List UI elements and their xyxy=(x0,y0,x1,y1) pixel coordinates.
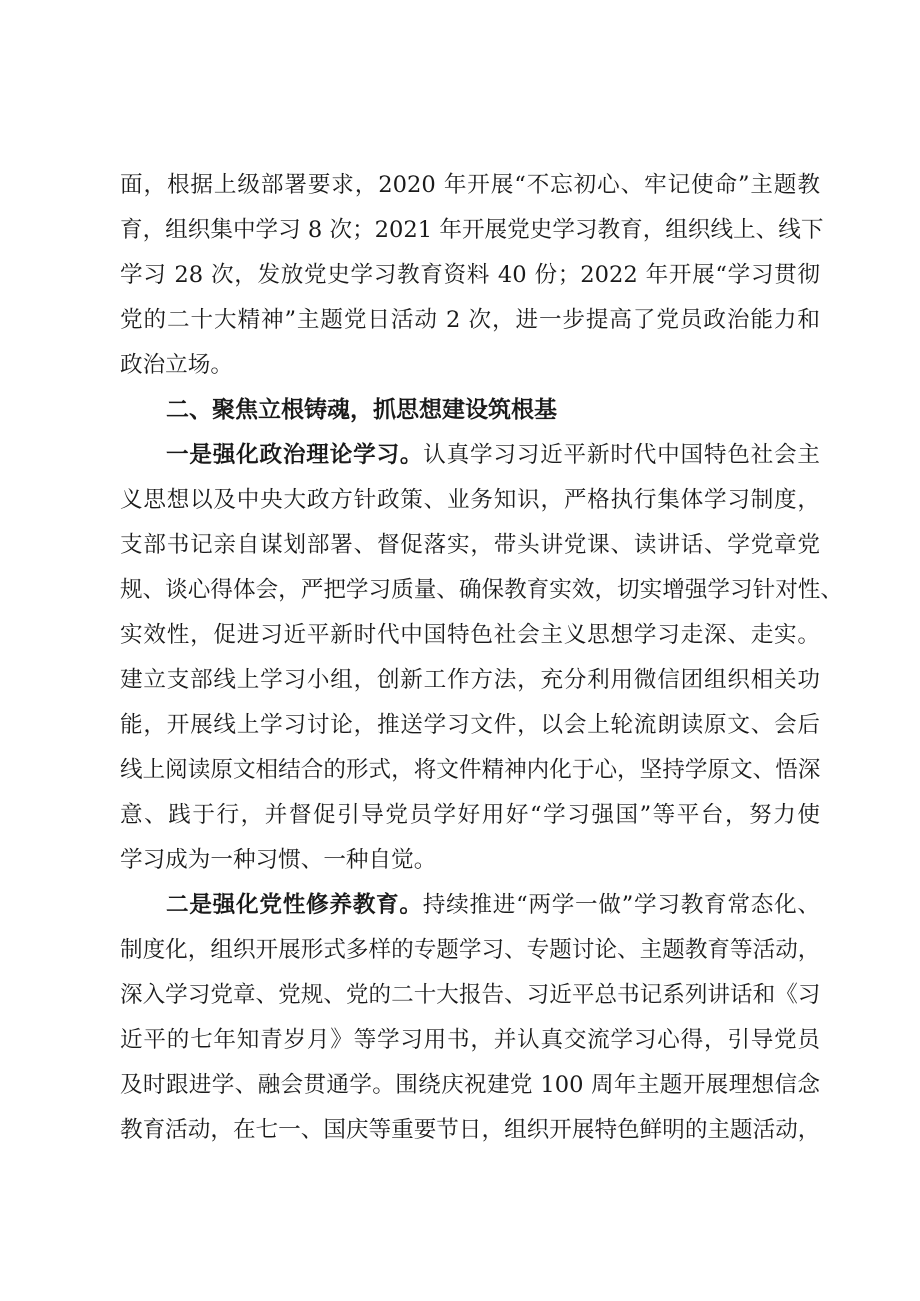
para3-line-1-rest: 持续推进“两学一做”学习教育常态化、 xyxy=(422,892,821,918)
para3-line-2: 制度化，组织开展形式多样的专题学习、专题讨论、主题教育等活动， xyxy=(120,937,821,963)
para2-line-6: 建立支部线上学习小组，创新工作方法，充分利用微信团组织相关功 xyxy=(120,667,820,693)
para2-line-8: 线上阅读原文相结合的形式，将文件精神内化于心，坚持学原文、悟深 xyxy=(120,757,821,783)
section-heading: 二、聚焦立根铸魂，抓思想建设筑根基 xyxy=(166,397,557,423)
para2-line-9: 意、践于行，并督促引导党员学好用好“学习强国”等平台，努力使 xyxy=(120,802,820,828)
para2-line-1 xyxy=(166,435,820,475)
para2-line-1-rest: 认真学习习近平新时代中国特色社会主 xyxy=(423,442,821,468)
para3-line-5: 及时跟进学、融会贯通学。围绕庆祝建党 100 周年主题开展理想信念 xyxy=(120,1072,820,1098)
para3-line-4: 近平的七年知青岁月》等学习用书，并认真交流学习心得，引导党员 xyxy=(120,1027,820,1053)
para1-line-3: 学习 28 次，发放党史学习教育资料 40 份；2022 年开展“学习贯彻 xyxy=(120,262,820,288)
para3-line-3: 深入学习党章、党规、党的二十大报告、习近平总书记系列讲话和《习 xyxy=(120,982,821,1008)
para3-line-1 xyxy=(166,885,820,925)
para3-line-6: 教育活动，在七一、国庆等重要节日，组织开展特色鲜明的主题活动， xyxy=(120,1117,821,1143)
para1-line-5: 政治立场。 xyxy=(120,352,233,378)
para1-line-2: 育，组织集中学习 8 次；2021 年开展党史学习教育，组织线上、线下 xyxy=(120,217,824,243)
para2-line-3: 支部书记亲自谋划部署、督促落实，带头讲党课、读讲话、学党章党 xyxy=(120,532,820,558)
para2-line-10: 学习成为一种习惯、一种自觉。 xyxy=(120,847,437,873)
para1-line-1: 面，根据上级部署要求，2020 年开展“不忘初心、牢记使命”主题教 xyxy=(120,172,820,198)
para2-line-7: 能，开展线上学习讨论，推送学习文件，以会上轮流朗读原文、会后 xyxy=(120,712,820,738)
para3-lead: 二是强化党性修养教育。 xyxy=(166,892,423,918)
para2-line-2: 义思想以及中央大政方针政策、业务知识，严格执行集体学习制度， xyxy=(120,487,820,513)
para2-line-5: 实效性，促进习近平新时代中国特色社会主义思想学习走深、走实。 xyxy=(120,622,820,648)
para2-lead: 一是强化政治理论学习。 xyxy=(166,442,424,468)
para1-line-4: 党的二十大精神”主题党日活动 2 次，进一步提高了党员政治能力和 xyxy=(120,307,820,333)
para2-line-4: 规、谈心得体会，严把学习质量、确保教育实效，切实增强学习针对性、 xyxy=(120,577,843,603)
